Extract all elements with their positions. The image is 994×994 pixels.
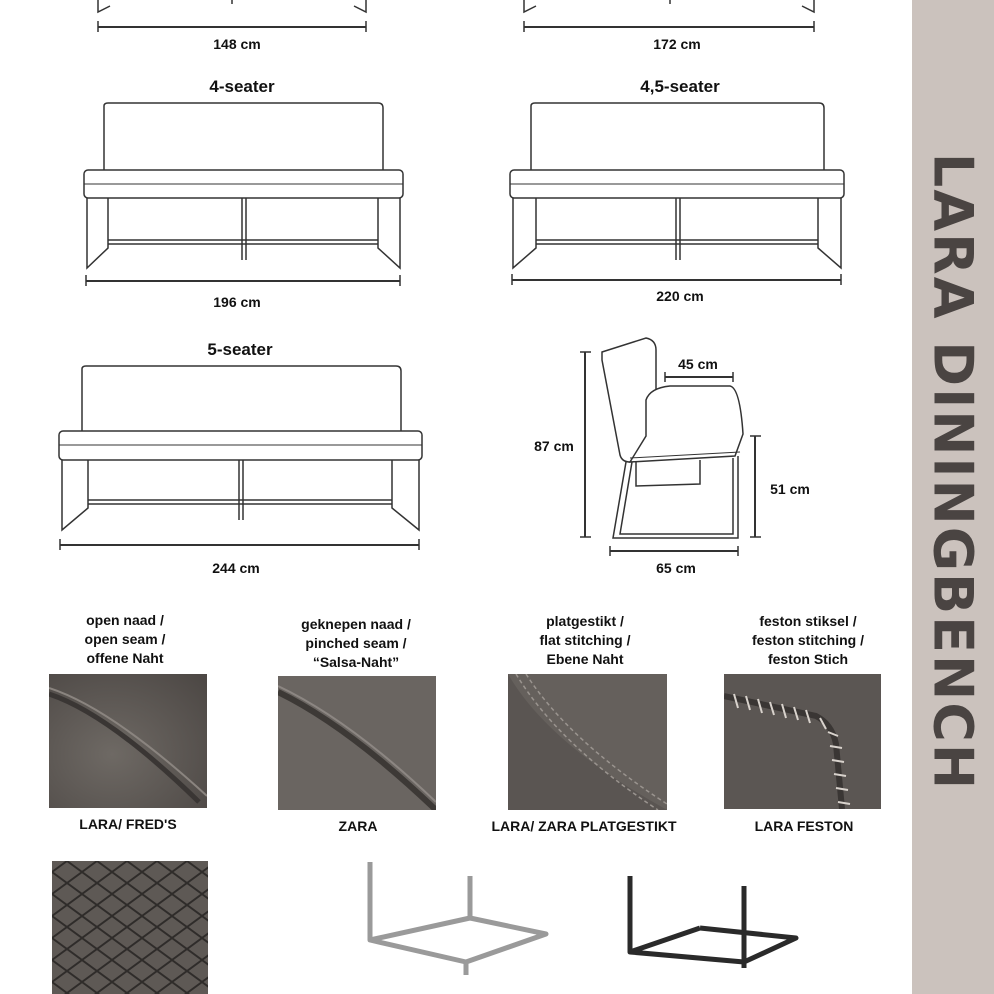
caption-line: feston stitching / — [752, 632, 864, 648]
seat-depth-label: 45 cm — [678, 356, 718, 372]
top-left-width: 148 cm — [213, 36, 261, 52]
depth-label: 65 cm — [656, 560, 696, 576]
swatch-label-1: LARA/ FRED'S — [79, 816, 177, 832]
caption-line: feston stiksel / — [759, 613, 857, 629]
caption-line: flat stitching / — [539, 632, 631, 648]
caption-line: feston Stich — [767, 651, 849, 667]
five-seater-width: 244 cm — [212, 560, 260, 576]
caption-line: open seam / — [84, 631, 166, 647]
five-seater-title: 5-seater — [207, 340, 273, 359]
four-seater-width: 196 cm — [213, 294, 261, 310]
caption-line: “Salsa-Naht” — [312, 654, 400, 670]
seat-height-label: 51 cm — [770, 481, 810, 497]
four-five-seater-width: 220 cm — [656, 288, 704, 304]
four-five-seater-title: 4,5-seater — [640, 77, 720, 96]
brand-title: LARA DININGBENCH — [921, 152, 985, 792]
top-right-width: 172 cm — [653, 36, 701, 52]
four-seater-title: 4-seater — [209, 77, 275, 96]
caption-line: Ebene Naht — [546, 651, 624, 667]
caption-line: open naad / — [86, 612, 164, 628]
caption-line: pinched seam / — [305, 635, 407, 651]
swatch-label-3: LARA/ ZARA PLATGESTIKT — [491, 818, 677, 834]
caption-line: platgestikt / — [546, 613, 624, 629]
swatch-label-4: LARA FESTON — [754, 818, 854, 834]
swatch-label-2: ZARA — [338, 818, 378, 834]
caption-line: geknepen naad / — [301, 616, 411, 632]
caption-line: offene Naht — [86, 650, 164, 666]
height-label: 87 cm — [534, 438, 574, 454]
